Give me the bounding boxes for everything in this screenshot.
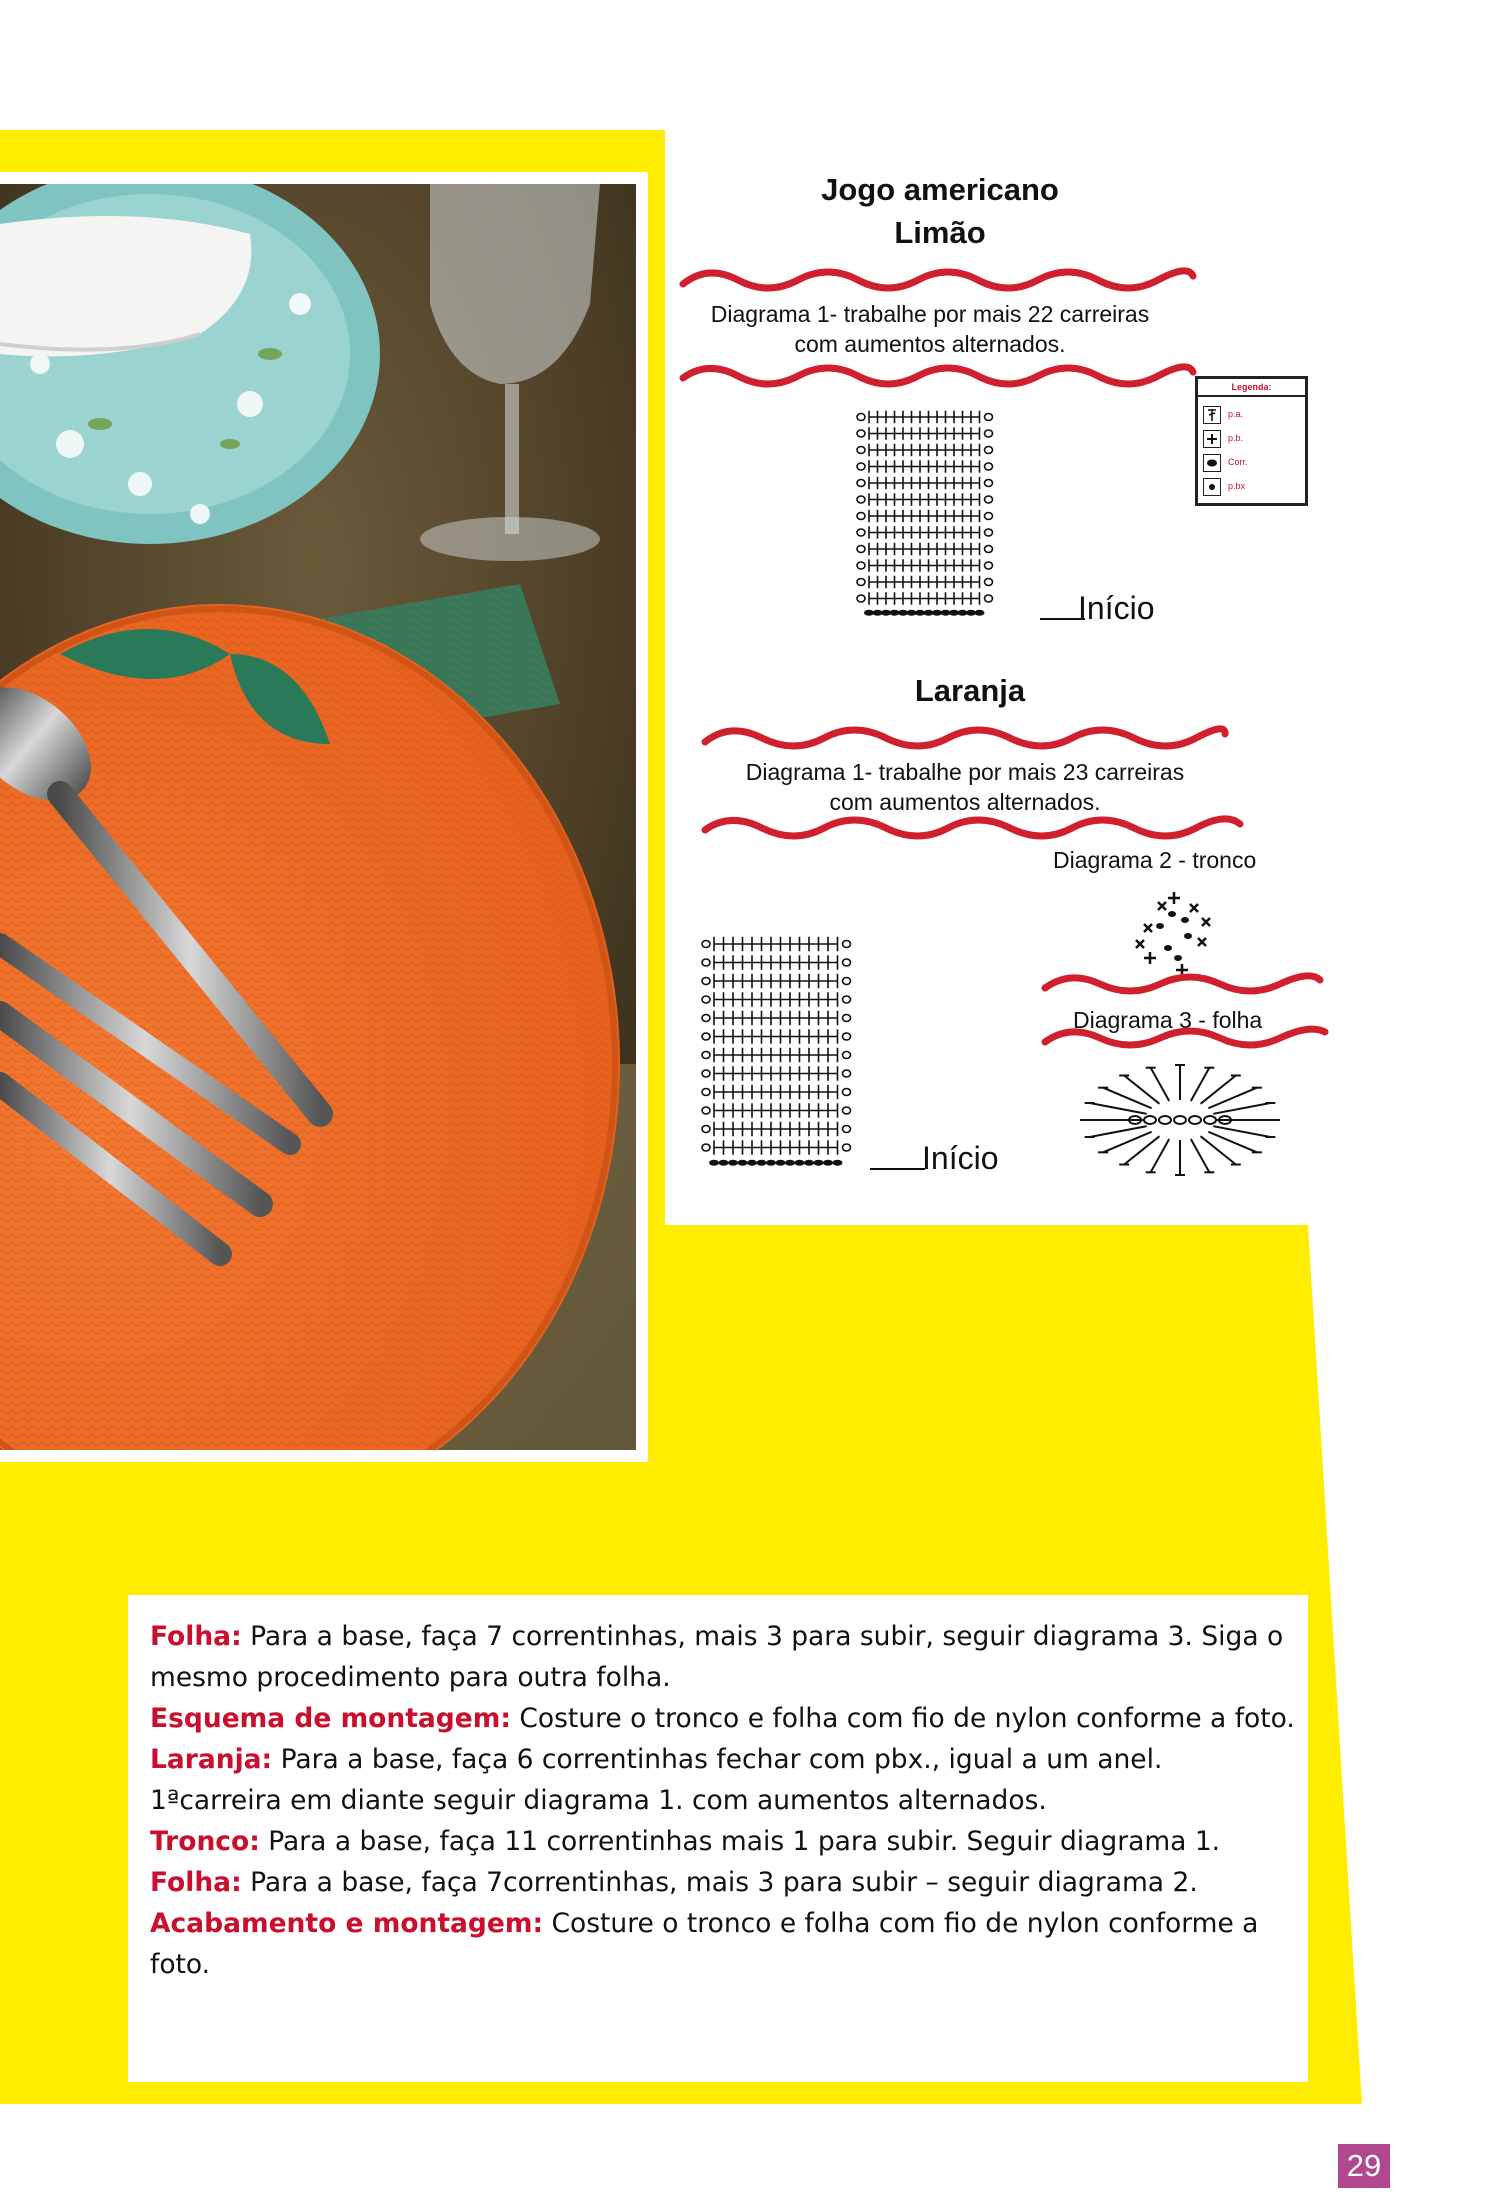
stitch — [1213, 1103, 1270, 1114]
folha-wave-bottom — [1040, 1020, 1330, 1054]
instruction-label: Acabamento e montagem: — [150, 1908, 544, 1939]
stitch — [1213, 1126, 1270, 1137]
turning-chain — [985, 562, 993, 569]
turning-chain — [985, 463, 993, 470]
instruction-text: Para a base, faça 7 correntinhas, mais 3 para subir, seguir diagrama 3. Siga o mesmo procedimento para outra folha. — [150, 1621, 1284, 1693]
stitch — [1151, 1068, 1170, 1101]
turning-chain — [702, 1107, 710, 1114]
legend-item-pb — [1203, 430, 1298, 450]
turning-chain — [843, 1107, 851, 1114]
chain-stitch — [795, 1160, 805, 1166]
turning-chain — [843, 1089, 851, 1096]
turning-chain — [857, 595, 865, 602]
turning-chain — [985, 513, 993, 520]
turning-chain — [702, 959, 710, 966]
limao-title — [760, 168, 1120, 254]
instruction-text: 1ªcarreira em diante seguir diagrama 1. com aumentos alternados. — [150, 1785, 1047, 1816]
instruction-label: Folha: — [150, 1867, 242, 1898]
chain-stitch — [833, 1160, 843, 1166]
limao-inicio-label: Início — [1078, 590, 1155, 626]
turning-chain — [857, 562, 865, 569]
legend-label: p.a. — [1228, 409, 1244, 419]
stitch — [1090, 1103, 1147, 1114]
chain-stitch — [776, 1160, 786, 1166]
limao-diagram1-caption — [660, 299, 1200, 359]
limao-diagram1-line1: Diagrama 1- trabalhe por mais 22 carreiras — [710, 301, 1150, 327]
chain-stitch — [1189, 1116, 1201, 1124]
turning-chain — [702, 1144, 710, 1151]
instruction-text: Costure o tronco e folha com fio de nylon conforme a foto. — [510, 1703, 1295, 1734]
turning-chain — [702, 1015, 710, 1022]
stitch — [1191, 1068, 1210, 1101]
chain-stitch — [719, 1160, 729, 1166]
chain-stitch-icon — [1203, 454, 1221, 472]
chain-stitch — [804, 1160, 814, 1166]
turning-chain — [702, 996, 710, 1003]
legend-label: Corr. — [1228, 457, 1248, 467]
chain-stitch — [747, 1160, 757, 1166]
chain-stitch — [785, 1160, 795, 1166]
instruction-text: Costure o tronco e folha com fio de nylon conforme a foto. — [150, 1908, 1259, 1980]
chain-stitch — [1144, 1116, 1156, 1124]
laranja-diagram1-caption — [690, 757, 1240, 817]
laranja-inicio-label: Início — [922, 1140, 999, 1176]
turning-chain — [843, 1052, 851, 1059]
turning-chain — [985, 579, 993, 586]
limao-crochet-chart — [855, 405, 1045, 620]
laranja-title: Laranja — [914, 673, 1026, 708]
chain-stitch — [1204, 1116, 1216, 1124]
turning-chain — [702, 941, 710, 948]
legend-box — [1195, 376, 1308, 506]
diagram2-tronco-chart — [1130, 890, 1230, 980]
limao-wave-bottom — [678, 360, 1198, 394]
turning-chain — [857, 513, 865, 520]
turning-chain — [857, 430, 865, 437]
page-number: 29 — [1338, 2144, 1390, 2188]
stitch — [1090, 1126, 1147, 1137]
diagram2-label: Diagrama 2 - tronco — [1053, 847, 1257, 873]
turning-chain — [985, 529, 993, 536]
chain-stitch — [975, 610, 985, 616]
instruction-label: Laranja: — [150, 1744, 273, 1775]
turning-chain — [985, 595, 993, 602]
laranja-wave-top — [700, 720, 1230, 756]
single-crochet-icon — [1203, 430, 1221, 448]
slip-stitch-icon — [1203, 478, 1221, 496]
turning-chain — [857, 496, 865, 503]
turning-chain — [985, 447, 993, 454]
limao-diagram1-line2: com aumentos alternados. — [794, 331, 1066, 357]
turning-chain — [702, 1070, 710, 1077]
stitch — [1151, 1139, 1170, 1172]
legend-item-corr — [1203, 454, 1298, 474]
laranja-wave-bottom — [700, 812, 1245, 848]
legend-item-pbx — [1203, 478, 1298, 498]
legend-label: p.bx — [1228, 481, 1246, 491]
chain-stitch — [738, 1160, 748, 1166]
chain-stitch — [823, 1160, 833, 1166]
chain-stitch — [814, 1160, 824, 1166]
turning-chain — [702, 1089, 710, 1096]
chain-stitch — [709, 1160, 719, 1166]
instruction-label: Esquema de montagem: — [150, 1703, 511, 1734]
turning-chain — [843, 1126, 851, 1133]
turning-chain — [857, 463, 865, 470]
folha-wave-top — [1040, 968, 1325, 1002]
double-crochet-icon — [1203, 406, 1221, 424]
chain-stitch — [1159, 1116, 1171, 1124]
limao-wave-top — [678, 262, 1198, 296]
turning-chain — [843, 1033, 851, 1040]
instruction-text: Para a base, faça 7correntinhas, mais 3 para subir – seguir diagrama 2. — [241, 1867, 1198, 1898]
turning-chain — [702, 978, 710, 985]
turning-chain — [985, 414, 993, 421]
chain-stitch — [1174, 1116, 1186, 1124]
turning-chain — [843, 996, 851, 1003]
turning-chain — [843, 1015, 851, 1022]
turning-chain — [985, 480, 993, 487]
chain-stitch — [766, 1160, 776, 1166]
laranja-diagram1-line2: com aumentos alternados. — [829, 789, 1101, 815]
instructions-panel — [128, 1595, 1308, 2082]
laranja-diagram1-line1: Diagrama 1- trabalhe por mais 23 carreiras — [745, 759, 1185, 785]
instruction-text: Para a base, faça 6 correntinhas fechar com pbx., igual a um anel. — [272, 1744, 1163, 1775]
stitch — [1191, 1139, 1210, 1172]
turning-chain — [857, 447, 865, 454]
turning-chain — [843, 1070, 851, 1077]
chain-stitch — [757, 1160, 767, 1166]
turning-chain — [702, 1033, 710, 1040]
turning-chain — [843, 1144, 851, 1151]
instructions-text — [150, 1616, 1300, 1985]
turning-chain — [843, 978, 851, 985]
turning-chain — [843, 941, 851, 948]
turning-chain — [985, 496, 993, 503]
turning-chain — [857, 529, 865, 536]
turning-chain — [857, 546, 865, 553]
placemat-photo — [0, 184, 636, 1450]
turning-chain — [857, 579, 865, 586]
instruction-label: Tronco: — [150, 1826, 260, 1857]
laranja-crochet-chart — [700, 930, 880, 1170]
diagram3-label: Diagrama 3 - folha — [1073, 1007, 1263, 1033]
instruction-text: Para a base, faça 11 correntinhas mais 1 para subir. Seguir diagrama 1. — [259, 1826, 1221, 1857]
laranja-inicio-leader — [870, 1168, 925, 1170]
turning-chain — [702, 1126, 710, 1133]
chain-stitch — [728, 1160, 738, 1166]
turning-chain — [702, 1052, 710, 1059]
limao-title-line1: Jogo americano — [821, 172, 1059, 207]
turning-chain — [857, 414, 865, 421]
turning-chain — [857, 480, 865, 487]
limao-title-line2: Limão — [894, 215, 986, 250]
turning-chain — [985, 546, 993, 553]
diagram3-folha-chart — [1075, 1060, 1285, 1180]
legend-title: Legenda: — [1231, 382, 1272, 392]
turning-chain — [843, 959, 851, 966]
legend-item-pa — [1203, 406, 1298, 426]
turning-chain — [985, 430, 993, 437]
instruction-label: Folha: — [150, 1621, 242, 1652]
legend-label: p.b. — [1228, 433, 1244, 443]
